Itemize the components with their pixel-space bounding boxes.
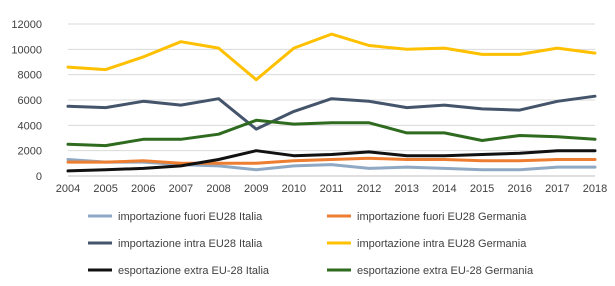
x-tick-label: 2012 bbox=[356, 183, 382, 195]
legend-label: importazione fuori EU28 Germania bbox=[357, 211, 527, 223]
x-tick-label: 2018 bbox=[582, 183, 608, 195]
series-line bbox=[68, 120, 595, 145]
x-tick-label: 2014 bbox=[432, 183, 457, 195]
x-tick-label: 2008 bbox=[206, 183, 231, 195]
y-tick-label: 12000 bbox=[11, 19, 42, 31]
series-line bbox=[68, 158, 595, 163]
y-tick-label: 2000 bbox=[17, 145, 42, 158]
x-tick-label: 2011 bbox=[319, 183, 344, 195]
series-importazione-intra-eu28-germania bbox=[68, 34, 595, 80]
legend-item-importazione-intra-eu28-italia bbox=[88, 238, 263, 250]
y-tick-label: 0 bbox=[35, 171, 42, 183]
y-axis-ticks bbox=[11, 19, 42, 183]
x-tick-label: 2017 bbox=[545, 183, 570, 195]
x-tick-label: 2013 bbox=[394, 183, 420, 195]
y-tick-label: 10000 bbox=[11, 44, 42, 57]
y-tick-label: 8000 bbox=[17, 69, 42, 82]
series-esportazione-extra-eu-28-germania bbox=[68, 120, 595, 146]
legend-label: importazione intra EU28 Germania bbox=[357, 238, 527, 250]
legend-item-esportazione-extra-eu-28-germania bbox=[327, 265, 534, 277]
x-axis-ticks bbox=[56, 183, 607, 195]
legend-label: esportazione extra EU-28 Germania bbox=[357, 265, 534, 277]
legend-item-importazione-fuori-eu28-italia bbox=[88, 211, 263, 223]
x-tick-label: 2007 bbox=[168, 183, 194, 195]
legend-item-importazione-intra-eu28-germania bbox=[327, 238, 527, 250]
legend-label: importazione fuori EU28 Italia bbox=[118, 211, 263, 223]
x-tick-label: 2015 bbox=[469, 183, 495, 195]
series-line bbox=[68, 34, 595, 80]
legend-item-importazione-fuori-eu28-germania bbox=[327, 211, 527, 223]
legend-item-esportazione-extra-eu-28-italia bbox=[88, 265, 270, 277]
x-tick-label: 2006 bbox=[131, 183, 156, 195]
legend-label: esportazione extra EU-28 Italia bbox=[118, 265, 270, 277]
gridlines bbox=[68, 24, 595, 151]
x-tick-label: 2004 bbox=[55, 183, 81, 195]
legend-label: importazione intra EU28 Italia bbox=[118, 238, 263, 250]
x-tick-label: 2005 bbox=[93, 183, 118, 195]
x-tick-label: 2010 bbox=[281, 183, 307, 195]
legend bbox=[88, 211, 534, 277]
y-tick-label: 6000 bbox=[17, 95, 42, 107]
y-tick-label: 4000 bbox=[17, 120, 42, 133]
x-tick-label: 2016 bbox=[507, 183, 532, 195]
x-tick-label: 2009 bbox=[243, 183, 269, 195]
